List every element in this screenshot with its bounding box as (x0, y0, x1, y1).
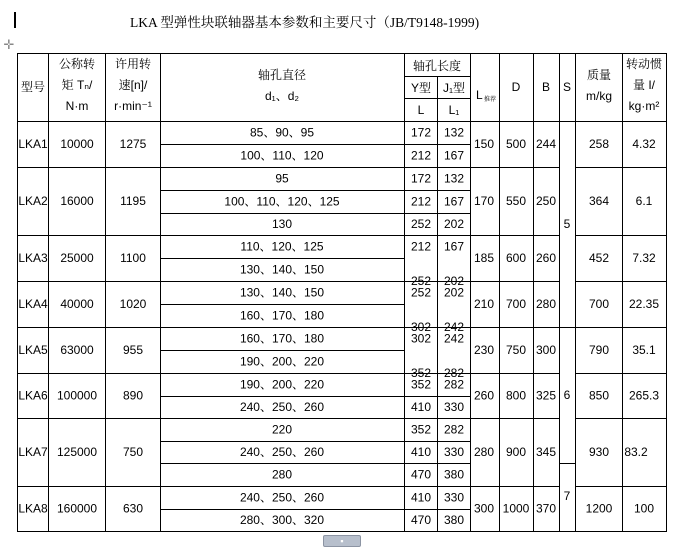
bore-L1-16: 380 (443, 467, 465, 482)
bore-L1-15: 330 (443, 445, 465, 459)
row-1-L-rec: 150 (473, 137, 495, 151)
S-value-2: 6 (563, 388, 571, 402)
bore-diameter-3: 95 (275, 171, 289, 186)
bore-L-16: 470 (410, 467, 432, 482)
header-D: D (511, 80, 521, 94)
bore-diameter-1: 85、90、95 (249, 125, 315, 140)
row-2-model: LKA2 (18, 194, 48, 208)
header-bore-length: 轴孔长度 (412, 59, 462, 73)
row-1-inertia: 4.32 (632, 137, 656, 151)
bore-diameter-8: 130、140、150 (239, 285, 325, 300)
header-bore-diameter: 轴孔直径 (257, 68, 307, 82)
row-7-L-rec: 280 (473, 445, 495, 459)
bore-L-13: 410 (410, 400, 432, 414)
row-6-torque: 100000 (56, 388, 98, 403)
header-B: B (541, 80, 551, 94)
row-5-torque: 63000 (60, 343, 94, 357)
header-j1-type: J₁型 (442, 81, 466, 95)
header-S: S (562, 80, 572, 94)
row-2-torque: 16000 (60, 194, 94, 208)
bore-L-6: 212 (410, 239, 432, 254)
row-3-B: 260 (535, 251, 557, 265)
row-4-model: LKA4 (18, 297, 48, 311)
header-bore-symbols: d₁、d₂ (264, 89, 300, 103)
document-title: LKA 型弹性块联轴器基本参数和主要尺寸（JB/T9148-1999) (130, 15, 480, 30)
row-8-mass: 1200 (585, 501, 613, 516)
header-inertia-line1: 转动惯 (625, 57, 663, 71)
header-torque-line2: 矩 Tₙ/ (61, 78, 93, 92)
header-col-L: L (417, 103, 425, 117)
row-4-D: 700 (505, 297, 527, 311)
bore-L1-6: 167 (443, 239, 465, 254)
row-5-mass: 790 (588, 343, 610, 357)
row-5-model: LKA5 (18, 343, 48, 357)
header-torque-line1: 公称转 (58, 57, 96, 71)
row-4-B: 280 (535, 297, 557, 311)
header-inertia-line3: kg·m² (628, 99, 660, 113)
merged-L-2: 302 (410, 320, 432, 334)
row-8-L-rec: 300 (473, 501, 495, 516)
bore-L-15: 410 (410, 445, 432, 459)
bore-L1-4: 167 (443, 194, 465, 209)
row-4-L-rec: 210 (473, 297, 495, 311)
bore-diameter-6: 110、120、125 (240, 239, 324, 254)
row-2-D: 550 (505, 194, 527, 208)
row-5-B: 300 (535, 343, 557, 357)
row-8-model: LKA8 (18, 501, 48, 516)
row-1-torque: 10000 (60, 137, 94, 151)
merged-L-3: 352 (410, 366, 432, 380)
bore-diameter-4: 100、110、120、125 (224, 194, 340, 209)
row-7-speed: 750 (122, 445, 144, 459)
bore-L-4: 212 (410, 194, 432, 209)
row-2-L-rec: 170 (473, 194, 495, 208)
header-mass-line1: 质量 (586, 68, 612, 82)
bore-diameter-5: 130 (271, 217, 293, 231)
header-y-type: Y型 (410, 81, 432, 95)
row-4-mass: 700 (588, 297, 610, 311)
row-8-torque: 160000 (56, 501, 98, 516)
row-8-B: 370 (535, 501, 557, 516)
bore-L1-17: 330 (443, 490, 465, 505)
bore-L-18: 470 (410, 513, 432, 527)
table-body (18, 126, 659, 528)
row-1-mass: 258 (588, 137, 610, 151)
row-6-L-rec: 260 (473, 388, 495, 403)
header-speed-line3: r·min⁻¹ (114, 99, 152, 113)
bore-L1-8: 202 (443, 285, 465, 300)
header-model: 型号 (20, 80, 46, 94)
row-1-B: 244 (535, 137, 557, 151)
row-5-L-rec: 230 (473, 343, 495, 357)
bore-diameter-16: 280 (271, 467, 293, 482)
row-4-speed: 1020 (119, 297, 147, 311)
bore-diameter-15: 240、250、260 (239, 445, 325, 459)
row-2-mass: 364 (588, 194, 610, 208)
horizontal-scroll-handle[interactable]: ▪ (323, 535, 361, 547)
bore-diameter-11: 190、200、220 (239, 354, 325, 369)
bore-L1-14: 282 (443, 422, 465, 437)
bore-L1-18: 380 (443, 513, 465, 527)
row-3-speed: 1100 (120, 251, 146, 265)
bore-diameter-18: 280、300、320 (239, 513, 325, 527)
row-3-L-rec: 185 (473, 251, 495, 265)
row-7-inertia: 83.2 (624, 445, 648, 459)
merged-L1-3: 282 (443, 366, 465, 380)
row-6-speed: 890 (122, 388, 144, 403)
row-6-model: LKA6 (18, 388, 48, 403)
row-6-inertia: 265.3 (628, 388, 660, 403)
row-6-mass: 850 (588, 388, 610, 403)
row-8-D: 1000 (502, 501, 530, 516)
row-7-torque: 125000 (56, 445, 98, 459)
bore-diameter-7: 130、140、150 (239, 262, 325, 277)
bore-L-14: 352 (410, 422, 432, 437)
bore-L1-10: 242 (443, 331, 465, 346)
row-1-model: LKA1 (18, 137, 48, 151)
row-1-speed: 1275 (119, 137, 147, 151)
row-7-model: LKA7 (18, 445, 48, 459)
row-2-B: 250 (535, 194, 557, 208)
row-3-D: 600 (505, 251, 527, 265)
bore-L1-3: 132 (443, 171, 465, 186)
bore-diameter-2: 100、110、120 (240, 148, 324, 163)
row-1-D: 500 (505, 137, 527, 151)
bore-L-2: 212 (410, 148, 432, 163)
table-move-handle-icon[interactable]: ✛ (3, 37, 15, 52)
header-inertia-line2: 量 I/ (632, 78, 656, 92)
row-3-torque: 25000 (60, 251, 94, 265)
bore-diameter-17: 240、250、260 (239, 490, 325, 505)
row-5-D: 750 (505, 343, 527, 357)
row-6-D: 800 (505, 388, 527, 403)
table-grid (18, 54, 667, 532)
merged-L1-1: 202 (443, 274, 465, 288)
header-speed-line1: 许用转 (114, 57, 152, 71)
row-7-mass: 930 (588, 445, 610, 459)
row-6-B: 325 (535, 388, 557, 403)
row-5-inertia: 35.1 (632, 343, 656, 357)
bore-diameter-10: 160、170、180 (239, 331, 325, 346)
bore-diameter-13: 240、250、260 (239, 400, 325, 414)
row-5-speed: 955 (122, 343, 144, 357)
row-4-torque: 40000 (60, 297, 94, 311)
header-speed-line2: 速[n]/ (118, 78, 148, 92)
bore-diameter-14: 220 (271, 422, 293, 437)
row-7-B: 345 (535, 445, 557, 459)
bore-L-17: 410 (410, 490, 432, 505)
row-2-inertia: 6.1 (635, 194, 653, 208)
header-col-L1: L₁ (448, 103, 460, 117)
row-3-mass: 452 (588, 251, 610, 265)
table-header (21, 56, 662, 117)
bore-diameter-12: 190、200、220 (239, 377, 325, 392)
bore-L-5: 252 (410, 217, 432, 231)
bore-L-10: 302 (410, 331, 432, 346)
header-L-recommended: L (476, 88, 483, 102)
bore-L1-13: 330 (443, 400, 465, 414)
bore-L-8: 252 (410, 285, 432, 300)
row-4-inertia: 22.35 (628, 297, 660, 311)
S-value-3: 7 (563, 489, 571, 503)
row-3-inertia: 7.32 (632, 251, 656, 265)
header-mass-line2: m/kg (585, 89, 613, 103)
S-value-1: 5 (563, 217, 571, 231)
row-3-model: LKA3 (18, 251, 48, 265)
header-torque-line3: N·m (65, 99, 89, 113)
bore-diameter-9: 160、170、180 (239, 308, 325, 323)
row-7-D: 900 (505, 445, 527, 459)
header-L-recommended-sub: 推荐 (484, 97, 497, 103)
bore-L1-2: 167 (443, 148, 465, 163)
row-2-speed: 1195 (120, 194, 146, 208)
bore-L1-5: 202 (443, 217, 465, 231)
bore-L-12: 352 (410, 377, 432, 392)
row-8-speed: 630 (122, 501, 144, 516)
bore-L1-1: 132 (443, 125, 465, 140)
merged-L1-2: 242 (443, 320, 465, 334)
bore-L-1: 172 (410, 125, 432, 140)
row-8-inertia: 100 (633, 501, 655, 516)
bore-L-3: 172 (410, 171, 432, 186)
merged-L-1: 252 (410, 274, 432, 288)
bore-L1-12: 282 (443, 377, 465, 392)
